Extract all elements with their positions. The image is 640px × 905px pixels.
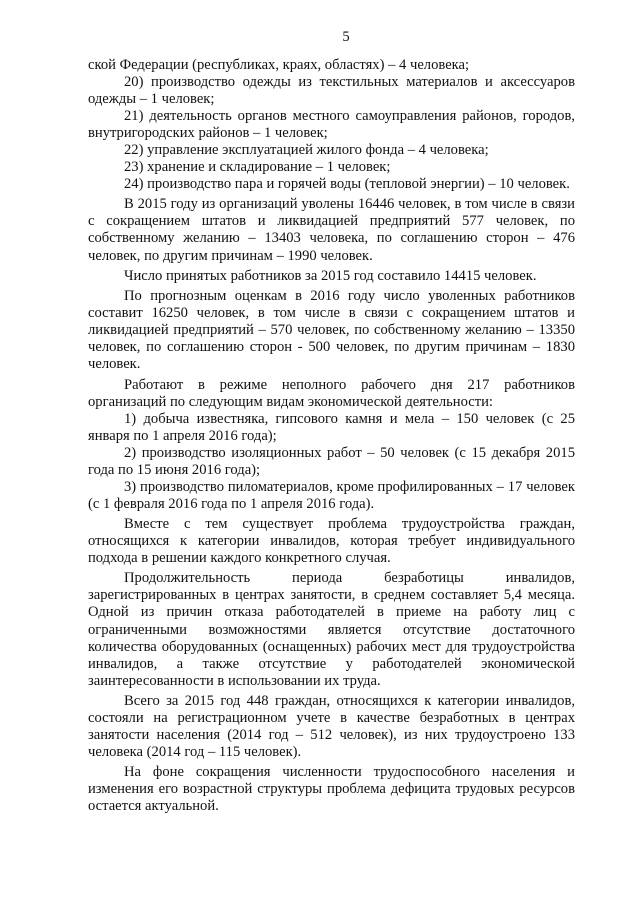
paragraph-unemployment-duration: Продолжительность периода безработицы инвалидов, зарегистрированных в центрах занятости, в среднем составляет 5,4 месяца. Одной из причин отказа работодателей в приеме на работу лиц с ограниченными возможностями является отсутствие достаточного количества оборудованных (оснащенных) рабочих мест для трудоустройства инвалидов, а также отсутствие у работодателей экономической заинтересованности в использовании их труда. — [88, 570, 575, 689]
list-item-22: 22) управление эксплуатацией жилого фонда – 4 человека; — [124, 142, 489, 159]
part-time-item-2: 2) производство изоляционных работ – 50 человек (с 15 декабря 2015 года по 15 июня 2016 года); — [88, 445, 575, 479]
page-number: 5 — [342, 29, 350, 45]
list-item-21: 21) деятельность органов местного самоуправления районов, городов, внутригородских районов – 1 человек; — [88, 108, 575, 142]
document-body — [88, 57, 575, 815]
list-item-23: 23) хранение и складирование – 1 человек; — [124, 159, 391, 176]
paragraph-dismissals-2015: В 2015 году из организаций уволены 16446 человек, в том числе в связи с сокращением штатов и ликвидацией предприятий 577 человек, по собственному желанию – 13403 человека, по соглашению сторон – 476 человек, по другим причинам – 1990 человек. — [88, 196, 575, 264]
paragraph-hired-2015: Число принятых работников за 2015 год составило 14415 человек. — [124, 267, 537, 284]
paragraph-labor-shortage: На фоне сокращения численности трудоспособного населения и изменения его возрастной структуры проблема дефицита трудовых ресурсов остается актуальной. — [88, 763, 575, 814]
paragraph-forecast-2016: По прогнозным оценкам в 2016 году число уволенных работников составит 16250 человек, в том числе в связи с сокращением штатов и ликвидацией предприятий – 570 человек, по собственному желанию – 13350 человек, по соглашению сторон - 500 человек, по другим причинам – 1830 человек. — [88, 287, 575, 372]
paragraph-disabled-2015: Всего за 2015 год 448 граждан, относящихся к категории инвалидов, состояли на регистрационном учете в качестве безработных в центрах занятости населения (2014 год – 512 человек), из них трудоустроено 133 человека (2014 год – 115 человек). — [88, 692, 575, 760]
part-time-item-3: 3) производство пиломатериалов, кроме профилированных – 17 человек (с 1 февраля 2016 года по 1 апреля 2016 года). — [88, 479, 575, 513]
paragraph-part-time: Работают в режиме неполного рабочего дня 217 работников организаций по следующим видам экономической деятельности: — [88, 376, 575, 410]
list-item-20: 20) производство одежды из текстильных материалов и аксессуаров одежды – 1 человек; — [88, 74, 575, 108]
paragraph-disabled-employment: Вместе с тем существует проблема трудоустройства граждан, относящихся к категории инвалидов, которая требует индивидуального подхода в решении каждого конкретного случая. — [88, 516, 575, 567]
part-time-item-1: 1) добыча известняка, гипсового камня и мела – 150 человек (с 25 января по 1 апреля 2016 года); — [88, 410, 575, 444]
list-item-24: 24) производство пара и горячей воды (тепловой энергии) – 10 человек. — [124, 176, 570, 193]
paragraph-continuation: ской Федерации (республиках, краях, областях) – 4 человека; — [88, 57, 470, 73]
